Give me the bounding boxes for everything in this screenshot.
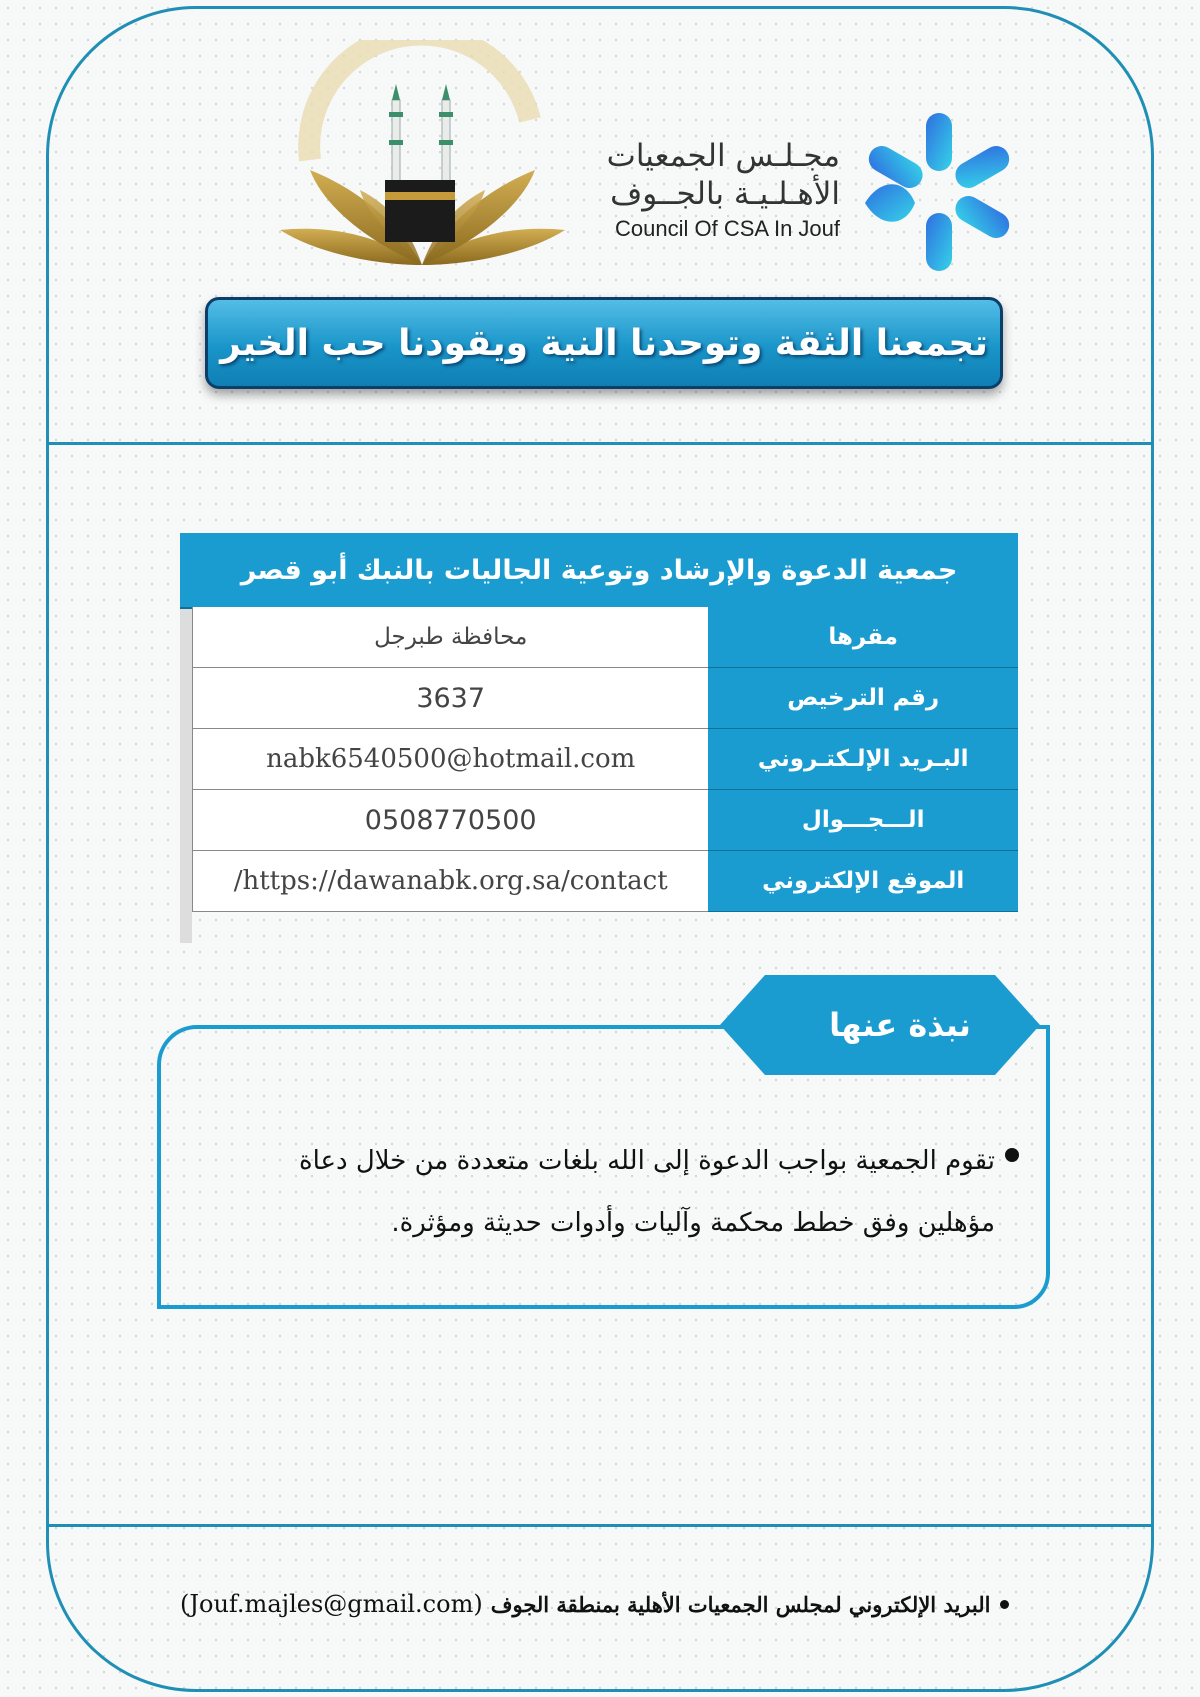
footer-email[interactable]: (Jouf.majles@gmail.com) (180, 1590, 483, 1618)
association-name-header: جمعية الدعوة والإرشاد وتوعية الجاليات بالنبك أبو قصر (180, 533, 1018, 607)
council-name-english: Council Of CSA In Jouf (615, 216, 840, 241)
footer-contact (180, 1582, 1050, 1626)
table-row (192, 668, 1018, 729)
email-value[interactable]: nabk6540500@hotmail.com (192, 729, 708, 790)
table-row (192, 607, 1018, 668)
slogan-text: تجمعنا الثقة وتوحدنا النية ويقودنا حب الخير (220, 322, 988, 364)
footer-bullet-icon (1000, 1600, 1009, 1609)
about-heading: نبذة عنها (829, 1006, 971, 1044)
website-value[interactable]: /https://dawanabk.org.sa/contact (192, 851, 708, 912)
about-line-1: تقوم الجمعية بواجب الدعوة إلى الله بلغات متعددة من خلال دعاة (299, 1146, 995, 1176)
about-description (205, 1130, 995, 1254)
slogan-banner (205, 297, 1003, 389)
license-number-label: رقم الترخيص (708, 668, 1018, 729)
website-label: الموقع الإلكتروني (708, 851, 1018, 912)
license-number-value: 3637 (192, 668, 708, 729)
info-table (192, 607, 1018, 912)
hq-label: مقرها (708, 607, 1018, 668)
asterisk-petal-logo-icon (860, 108, 1015, 278)
mobile-value[interactable]: 0508770500 (192, 790, 708, 851)
table-row (192, 851, 1018, 912)
email-label: البـريد الإلـكتـروني (708, 729, 1018, 790)
header-divider (48, 442, 1152, 445)
table-row (192, 729, 1018, 790)
footer-label: البريد الإلكتروني لمجلس الجمعيات الأهلية بمنطقة الجوف (490, 1591, 991, 1617)
bullet-icon (1005, 1148, 1019, 1162)
about-line-2: مؤهلين وفق خطط محكمة وآليات وأدوات حديثة ومؤثرة. (391, 1208, 995, 1238)
mobile-label: الـــجـــوال (708, 790, 1018, 851)
kaaba-emblem-icon (280, 40, 565, 280)
hq-value: محافظة طبرجل (192, 607, 708, 668)
council-name-arabic-line1: مجـلـس الجمعيات (606, 138, 840, 174)
table-row (192, 790, 1018, 851)
council-name-arabic-line2: الأهـلـيـة بالجــوف (610, 176, 840, 212)
council-logo-text (590, 138, 840, 244)
footer-divider (48, 1524, 1152, 1527)
